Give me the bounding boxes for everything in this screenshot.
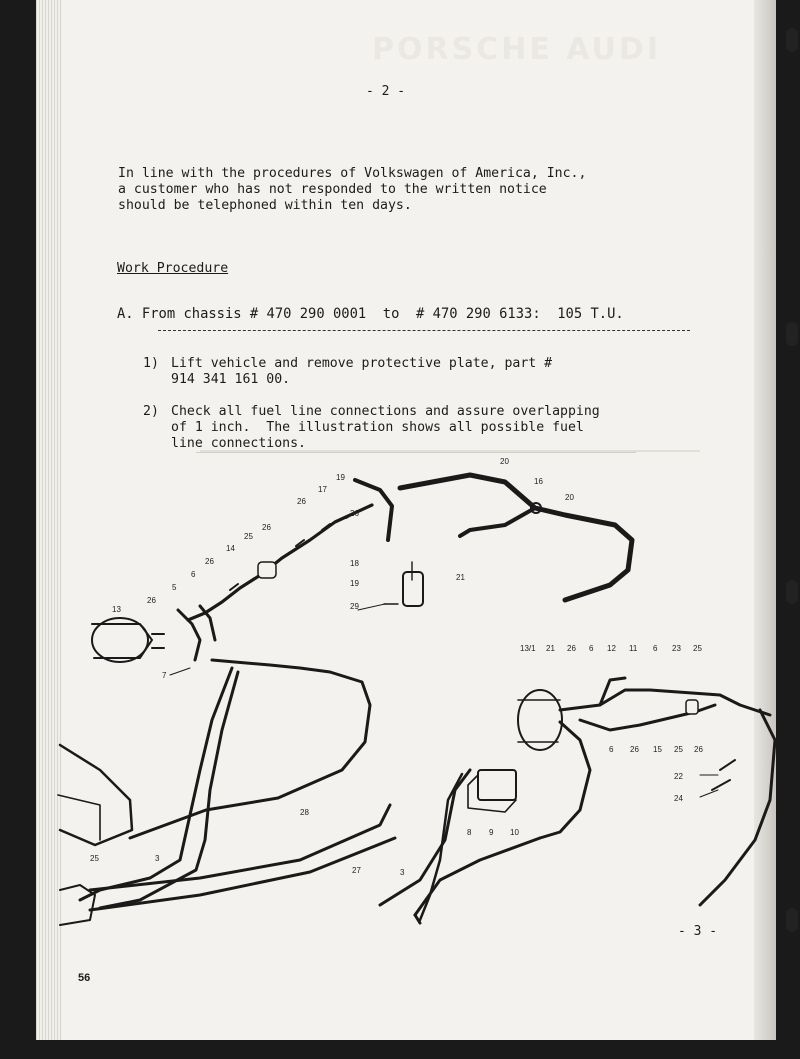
part-label: 15 (653, 745, 662, 754)
part-label: 11 (629, 644, 638, 653)
part-label: 14 (226, 544, 235, 553)
part-label: 7 (162, 671, 167, 680)
part-label: 25 (693, 644, 702, 653)
part-label: 9 (489, 828, 494, 837)
part-label: 23 (672, 644, 681, 653)
step-2-line-3: line connections. (171, 436, 306, 451)
work-procedure-heading: Work Procedure (117, 261, 229, 276)
part-label: 21 (456, 573, 465, 582)
part-label: 6 (609, 745, 614, 754)
part-label: 26 (147, 596, 156, 605)
step-2-label: 2) (143, 404, 159, 419)
part-label: 18 (350, 559, 359, 568)
part-label: 21 (546, 644, 555, 653)
part-label: 26 (205, 557, 214, 566)
part-label: 17 (318, 485, 327, 494)
intro-line-2: a customer who has not responded to the written notice (118, 182, 547, 197)
part-label: 3 (400, 868, 405, 877)
part-label: 19 (336, 473, 345, 482)
part-label: 12 (607, 644, 616, 653)
part-label: 3 (155, 854, 160, 863)
next-page-number: - 3 - (678, 924, 718, 939)
part-label: 26 (297, 497, 306, 506)
part-label: 26 (630, 745, 639, 754)
step-1-line-2: 914 341 161 00. (171, 372, 291, 387)
part-label: 25 (244, 532, 253, 541)
part-label: 26 (694, 745, 703, 754)
book-page-number: 56 (78, 972, 91, 984)
part-label: 26 (350, 509, 359, 518)
part-label: 6 (191, 570, 196, 579)
logo-watermark: PORSCHE AUDI (372, 32, 661, 67)
part-label: 13 (112, 605, 121, 614)
intro-line-1: In line with the procedures of Volkswagen of America, Inc., (118, 166, 587, 181)
part-label: 6 (589, 644, 594, 653)
part-label: 19 (350, 579, 359, 588)
part-label: 27 (352, 866, 361, 875)
step-2-line-2: of 1 inch. The illustration shows all possible fuel (171, 420, 584, 435)
part-number-labels (90, 457, 703, 877)
step-2-line-1: Check all fuel line connections and assure overlapping (171, 404, 600, 419)
part-label: 25 (674, 745, 683, 754)
part-label: 8 (467, 828, 472, 837)
part-label: 26 (567, 644, 576, 653)
page-number: - 2 - (366, 84, 406, 99)
part-label: 16 (534, 477, 543, 486)
part-label: 20 (500, 457, 509, 466)
part-label: 24 (674, 794, 683, 803)
part-label: 22 (674, 772, 683, 781)
step-1-line-1: Lift vehicle and remove protective plate, part # (171, 356, 553, 371)
intro-line-3: should be telephoned within ten days. (118, 198, 412, 213)
part-label: 20 (565, 493, 574, 502)
part-label: 13/1 (520, 644, 536, 653)
part-label: 26 (262, 523, 271, 532)
part-label: 10 (510, 828, 519, 837)
part-label: 6 (653, 644, 658, 653)
part-label: 25 (90, 854, 99, 863)
part-label: 29 (350, 602, 359, 611)
section-a-title: A. From chassis # 470 290 0001 to # 470 290 6133: 105 T.U. (117, 306, 624, 322)
step-1-label: 1) (143, 356, 159, 371)
part-label: 5 (172, 583, 177, 592)
part-label: 28 (300, 808, 309, 817)
